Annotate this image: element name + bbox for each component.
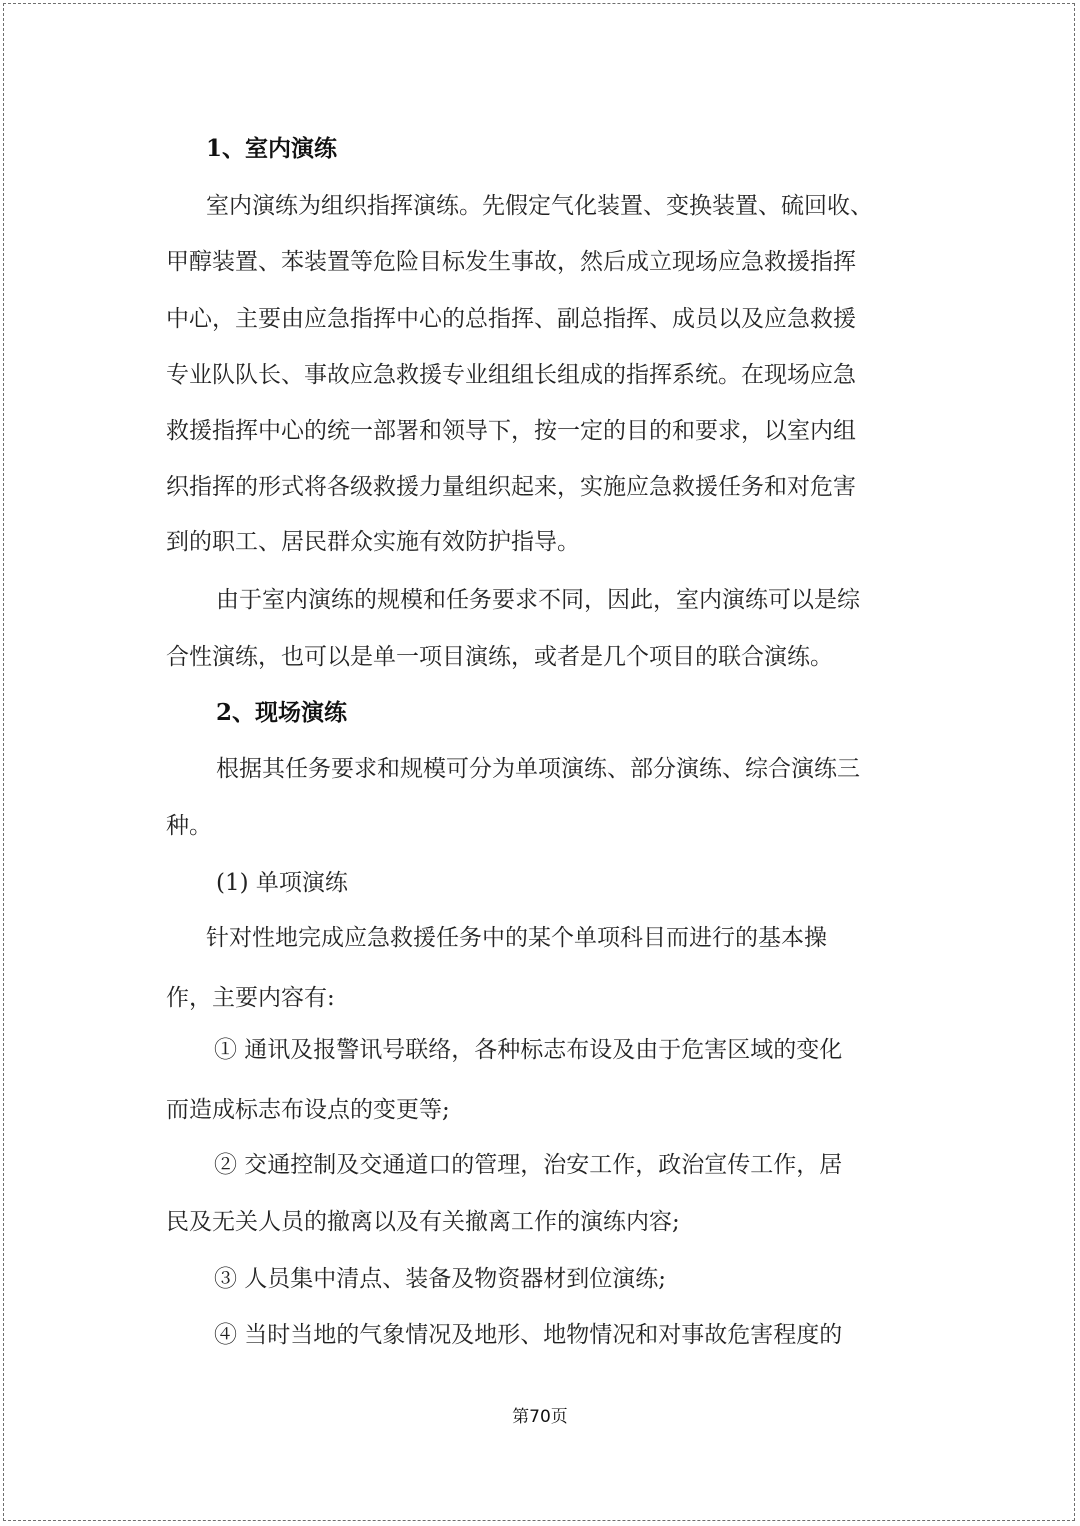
paragraph-line: 中心，主要由应急指挥中心的总指挥、副总指挥、成员以及应急救援 <box>166 306 856 332</box>
paragraph-line: 合性演练，也可以是单一项目演练，或者是几个项目的联合演练。 <box>166 644 833 670</box>
paragraph-line: 针对性地完成应急救援任务中的某个单项科目而进行的基本操 <box>206 925 827 951</box>
paragraph-line: ③ 人员集中清点、装备及物资器材到位演练; <box>214 1266 667 1292</box>
paragraph-line: ④ 当时当地的气象情况及地形、地物情况和对事故危害程度的 <box>214 1322 843 1348</box>
paragraph-line: 织指挥的形式将各级救援力量组织起来，实施应急救援任务和对危害 <box>166 474 856 500</box>
paragraph-line: 作，主要内容有: <box>166 985 335 1011</box>
paragraph-line: ① 通讯及报警讯号联络，各种标志布设及由于危害区域的变化 <box>214 1037 843 1063</box>
paragraph-line: 由于室内演练的规模和任务要求不同，因此，室内演练可以是综 <box>216 587 860 613</box>
page-number: 第70页 <box>512 1407 568 1427</box>
paragraph-line: 救援指挥中心的统一部署和领导下，按一定的目的和要求，以室内组 <box>166 418 856 444</box>
paragraph-line: 种。 <box>166 813 212 839</box>
subheading-single-drill: (1) 单项演练 <box>216 870 348 896</box>
paragraph-line: 民及无关人员的撤离以及有关撤离工作的演练内容; <box>166 1209 680 1235</box>
paragraph-line: 室内演练为组织指挥演练。先假定气化装置、变换装置、硫回收、 <box>206 193 873 219</box>
paragraph-line: 根据其任务要求和规模可分为单项演练、部分演练、综合演练三 <box>216 756 860 782</box>
paragraph-line: 而造成标志布设点的变更等; <box>166 1097 450 1123</box>
paragraph-line: ② 交通控制及交通道口的管理，治安工作，政治宣传工作，居 <box>214 1152 843 1178</box>
paragraph-line: 专业队队长、事故应急救援专业组组长组成的指挥系统。在现场应急 <box>166 362 856 388</box>
section-heading-indoor-drill: 1、室内演练 <box>206 135 338 162</box>
paragraph-line: 甲醇装置、苯装置等危险目标发生事故，然后成立现场应急救援指挥 <box>166 249 856 275</box>
paragraph-line: 到的职工、居民群众实施有效防护指导。 <box>166 529 580 555</box>
section-heading-field-drill: 2、现场演练 <box>216 699 348 726</box>
